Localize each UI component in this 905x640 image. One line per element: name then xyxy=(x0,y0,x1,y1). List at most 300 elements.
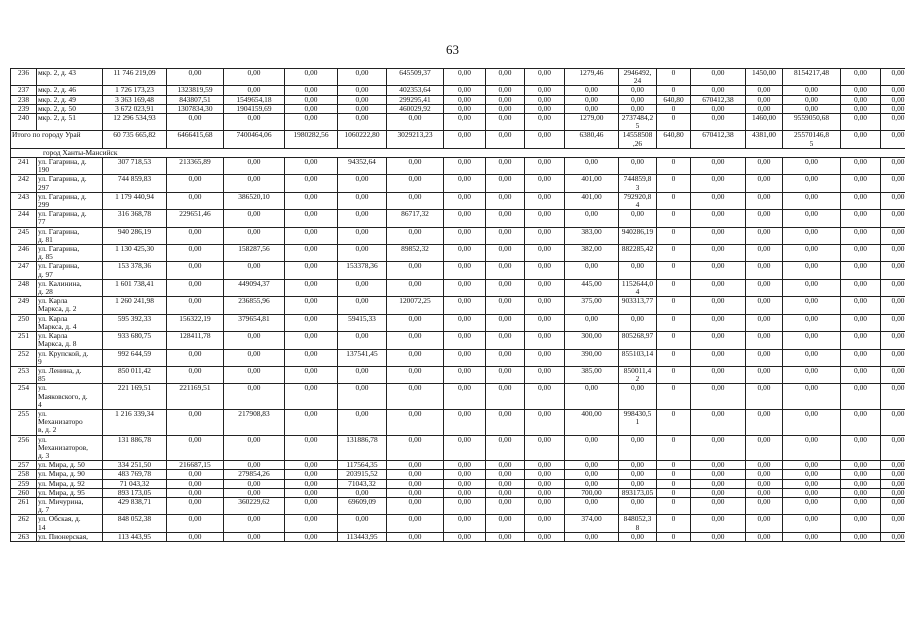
value-cell: 0,00 xyxy=(285,479,338,488)
row-number-cell: 237 xyxy=(11,86,37,95)
value-cell: 3 672 023,91 xyxy=(103,104,167,113)
value-cell: 0,00 xyxy=(338,104,387,113)
value-cell: 0,00 xyxy=(783,158,841,175)
value-cell: 0,00 xyxy=(444,366,486,383)
value-cell: 0 xyxy=(657,409,691,435)
value-cell: 0,00 xyxy=(525,69,565,86)
address-cell: ул. Карла Маркса, д. 4 xyxy=(37,314,103,331)
value-cell: 0,00 xyxy=(881,175,905,192)
value-cell: 117564,35 xyxy=(338,461,387,470)
value-cell: 0,00 xyxy=(444,262,486,279)
value-cell: 0,00 xyxy=(285,488,338,497)
row-number-cell: 261 xyxy=(11,497,37,514)
value-cell: 0,00 xyxy=(525,262,565,279)
value-cell: 334 251,50 xyxy=(103,461,167,470)
value-cell: 0 xyxy=(657,262,691,279)
address-cell: ул. Обская, д. 14 xyxy=(37,515,103,532)
value-cell: 0,00 xyxy=(338,279,387,296)
value-cell: 0,00 xyxy=(444,314,486,331)
value-cell: 0 xyxy=(657,314,691,331)
value-cell: 0,00 xyxy=(841,488,881,497)
value-cell: 0,00 xyxy=(881,69,905,86)
value-cell: 0,00 xyxy=(881,262,905,279)
value-cell: 0,00 xyxy=(224,479,285,488)
address-cell: ул. Мира, д. 92 xyxy=(37,479,103,488)
value-cell: 0,00 xyxy=(881,366,905,383)
value-cell: 670412,38 xyxy=(691,95,746,104)
value-cell: 0,00 xyxy=(841,435,881,461)
value-cell: 0,00 xyxy=(444,497,486,514)
value-cell: 0 xyxy=(657,366,691,383)
page-number: 63 xyxy=(446,42,459,57)
value-cell: 0 xyxy=(657,497,691,514)
value-cell: 0,00 xyxy=(565,314,619,331)
value-cell: 25570146,8 5 xyxy=(783,131,841,148)
value-cell: 0,00 xyxy=(691,435,746,461)
value-cell: 0,00 xyxy=(841,131,881,148)
value-cell: 882285,42 xyxy=(619,245,657,262)
table-row xyxy=(11,515,905,532)
row-number-cell: 246 xyxy=(11,245,37,262)
table-row xyxy=(11,297,905,314)
value-cell: 71043,32 xyxy=(338,479,387,488)
row-number-cell: 255 xyxy=(11,409,37,435)
value-cell: 0,00 xyxy=(881,515,905,532)
value-cell: 0,00 xyxy=(841,366,881,383)
value-cell: 0,00 xyxy=(486,279,525,296)
value-cell: 94352,64 xyxy=(338,158,387,175)
value-cell: 0,00 xyxy=(486,192,525,209)
value-cell: 0,00 xyxy=(285,332,338,349)
value-cell: 0,00 xyxy=(444,227,486,244)
value-cell: 0,00 xyxy=(525,366,565,383)
value-cell: 0,00 xyxy=(881,104,905,113)
value-cell: 0,00 xyxy=(338,69,387,86)
value-cell: 0,00 xyxy=(619,158,657,175)
value-cell: 300,00 xyxy=(565,332,619,349)
value-cell: 0,00 xyxy=(525,479,565,488)
address-cell: ул. Гагарина, д. 190 xyxy=(37,158,103,175)
value-cell: 0,00 xyxy=(525,104,565,113)
value-cell: 3029213,23 xyxy=(387,131,444,148)
value-cell: 0,00 xyxy=(224,69,285,86)
value-cell: 0,00 xyxy=(387,158,444,175)
city-section-row xyxy=(11,148,905,157)
value-cell: 460029,92 xyxy=(387,104,444,113)
value-cell: 131 886,78 xyxy=(103,435,167,461)
value-cell: 0,00 xyxy=(783,409,841,435)
value-cell: 0,00 xyxy=(525,435,565,461)
value-cell: 0,00 xyxy=(167,114,224,131)
address-cell: ул. Мира, д. 95 xyxy=(37,488,103,497)
value-cell: 0,00 xyxy=(285,435,338,461)
value-cell: 0,00 xyxy=(783,279,841,296)
value-cell: 0,00 xyxy=(224,384,285,410)
value-cell: 0,00 xyxy=(338,409,387,435)
value-cell: 1152644,0 4 xyxy=(619,279,657,296)
value-cell: 7400464,06 xyxy=(224,131,285,148)
value-cell: 0,00 xyxy=(841,86,881,95)
value-cell: 59415,33 xyxy=(338,314,387,331)
value-cell: 0,00 xyxy=(783,461,841,470)
value-cell: 382,00 xyxy=(565,245,619,262)
value-cell: 0,00 xyxy=(783,192,841,209)
value-cell: 0,00 xyxy=(691,314,746,331)
row-number-cell: 250 xyxy=(11,314,37,331)
value-cell: 0,00 xyxy=(619,95,657,104)
value-cell: 0,00 xyxy=(841,497,881,514)
total-row xyxy=(11,131,905,148)
value-cell: 0,00 xyxy=(746,104,783,113)
table-row xyxy=(11,175,905,192)
value-cell: 401,00 xyxy=(565,175,619,192)
value-cell: 0,00 xyxy=(525,384,565,410)
row-number-cell: 240 xyxy=(11,114,37,131)
value-cell: 0,00 xyxy=(486,332,525,349)
value-cell: 0,00 xyxy=(285,349,338,366)
value-cell: 0,00 xyxy=(444,488,486,497)
value-cell: 0,00 xyxy=(444,245,486,262)
address-cell: ул. Гагарина, д. 97 xyxy=(37,262,103,279)
value-cell: 0,00 xyxy=(224,210,285,227)
value-cell: 0,00 xyxy=(619,86,657,95)
row-number-cell: 238 xyxy=(11,95,37,104)
value-cell: 0,00 xyxy=(444,279,486,296)
value-cell: 216687,15 xyxy=(167,461,224,470)
row-number-cell: 244 xyxy=(11,210,37,227)
value-cell: 360229,62 xyxy=(224,497,285,514)
value-cell: 0,00 xyxy=(881,332,905,349)
value-cell: 0,00 xyxy=(285,69,338,86)
value-cell: 0,00 xyxy=(783,435,841,461)
value-cell: 153 378,36 xyxy=(103,262,167,279)
value-cell: 0,00 xyxy=(387,409,444,435)
value-cell: 0,00 xyxy=(783,86,841,95)
value-cell: 483 769,78 xyxy=(103,470,167,479)
row-number-cell: 236 xyxy=(11,69,37,86)
value-cell: 0,00 xyxy=(444,69,486,86)
table-row xyxy=(11,192,905,209)
value-cell: 0,00 xyxy=(387,332,444,349)
value-cell: 0,00 xyxy=(783,245,841,262)
value-cell: 0,00 xyxy=(619,461,657,470)
value-cell: 0,00 xyxy=(783,95,841,104)
value-cell: 0,00 xyxy=(783,479,841,488)
value-cell: 0,00 xyxy=(525,95,565,104)
value-cell: 848 052,38 xyxy=(103,515,167,532)
value-cell: 0,00 xyxy=(691,332,746,349)
row-number-cell: 260 xyxy=(11,488,37,497)
value-cell: 0,00 xyxy=(746,435,783,461)
value-cell: 0,00 xyxy=(746,461,783,470)
value-cell: 400,00 xyxy=(565,409,619,435)
value-cell: 0,00 xyxy=(224,262,285,279)
table-row xyxy=(11,158,905,175)
value-cell: 0,00 xyxy=(691,279,746,296)
value-cell: 6380,46 xyxy=(565,131,619,148)
value-cell: 279854,26 xyxy=(224,470,285,479)
value-cell: 0,00 xyxy=(881,497,905,514)
value-cell: 0 xyxy=(657,245,691,262)
value-cell: 0,00 xyxy=(841,479,881,488)
value-cell: 0,00 xyxy=(224,532,285,541)
value-cell: 843807,51 xyxy=(167,95,224,104)
value-cell: 0,00 xyxy=(285,515,338,532)
value-cell: 0,00 xyxy=(338,366,387,383)
value-cell: 0,00 xyxy=(841,245,881,262)
value-cell: 0,00 xyxy=(224,435,285,461)
value-cell: 0,00 xyxy=(746,497,783,514)
value-cell: 0,00 xyxy=(167,262,224,279)
value-cell: 1323819,59 xyxy=(167,86,224,95)
value-cell: 0,00 xyxy=(881,245,905,262)
value-cell: 903313,77 xyxy=(619,297,657,314)
value-cell: 0,00 xyxy=(285,175,338,192)
value-cell: 0,00 xyxy=(619,479,657,488)
value-cell: 0,00 xyxy=(285,532,338,541)
value-cell: 0,00 xyxy=(619,497,657,514)
value-cell: 0,00 xyxy=(881,210,905,227)
value-cell: 0,00 xyxy=(881,349,905,366)
value-cell: 0,00 xyxy=(783,297,841,314)
value-cell: 0,00 xyxy=(783,332,841,349)
address-cell: ул. Пионерская, xyxy=(37,532,103,541)
value-cell: 307 718,53 xyxy=(103,158,167,175)
value-cell: 0,00 xyxy=(444,114,486,131)
value-cell: 429 838,71 xyxy=(103,497,167,514)
value-cell: 0,00 xyxy=(746,245,783,262)
row-number-cell: 239 xyxy=(11,104,37,113)
value-cell: 379654,81 xyxy=(224,314,285,331)
value-cell: 0,00 xyxy=(746,314,783,331)
value-cell: 0,00 xyxy=(691,384,746,410)
row-number-cell: 249 xyxy=(11,297,37,314)
value-cell: 449094,37 xyxy=(224,279,285,296)
table-row xyxy=(11,461,905,470)
value-cell: 0,00 xyxy=(486,349,525,366)
value-cell: 670412,38 xyxy=(691,131,746,148)
value-cell: 0,00 xyxy=(619,470,657,479)
value-cell: 1980282,56 xyxy=(285,131,338,148)
table-row xyxy=(11,532,905,541)
value-cell: 0,00 xyxy=(881,279,905,296)
value-cell: 71 043,32 xyxy=(103,479,167,488)
value-cell: 445,00 xyxy=(565,279,619,296)
value-cell: 9559050,68 xyxy=(783,114,841,131)
value-cell: 0,00 xyxy=(783,366,841,383)
value-cell: 595 392,33 xyxy=(103,314,167,331)
value-cell: 0,00 xyxy=(285,384,338,410)
value-cell: 0 xyxy=(657,210,691,227)
value-cell: 0,00 xyxy=(444,532,486,541)
value-cell: 0,00 xyxy=(285,461,338,470)
value-cell: 1 260 241,98 xyxy=(103,297,167,314)
value-cell: 0,00 xyxy=(841,114,881,131)
value-cell: 0,00 xyxy=(167,192,224,209)
value-cell: 0,00 xyxy=(841,409,881,435)
value-cell: 0,00 xyxy=(486,435,525,461)
value-cell: 0,00 xyxy=(486,131,525,148)
value-cell: 640,80 xyxy=(657,131,691,148)
value-cell: 1279,00 xyxy=(565,114,619,131)
value-cell: 0,00 xyxy=(338,488,387,497)
value-cell: 0,00 xyxy=(691,175,746,192)
row-number-cell: 252 xyxy=(11,349,37,366)
value-cell: 0,00 xyxy=(486,262,525,279)
value-cell: 1904159,69 xyxy=(224,104,285,113)
address-cell: ул. Маяковского, д. 4 xyxy=(37,384,103,410)
city-heading: город Ханты-Мансийск xyxy=(11,148,905,157)
row-number-cell: 254 xyxy=(11,384,37,410)
row-number-cell: 258 xyxy=(11,470,37,479)
value-cell: 0,00 xyxy=(525,227,565,244)
value-cell: 933 680,75 xyxy=(103,332,167,349)
value-cell: 0,00 xyxy=(691,86,746,95)
row-number-cell: 253 xyxy=(11,366,37,383)
address-cell: ул. Карла Маркса, д. 2 xyxy=(37,297,103,314)
value-cell: 0 xyxy=(657,86,691,95)
value-cell: 0,00 xyxy=(841,515,881,532)
value-cell: 0,00 xyxy=(565,435,619,461)
value-cell: 89852,32 xyxy=(387,245,444,262)
value-cell: 0,00 xyxy=(841,69,881,86)
value-cell: 0 xyxy=(657,479,691,488)
value-cell: 0,00 xyxy=(565,86,619,95)
value-cell: 1 179 440,94 xyxy=(103,192,167,209)
value-cell: 0,00 xyxy=(486,69,525,86)
address-cell: ул. Гагарина, д. 299 xyxy=(37,192,103,209)
value-cell: 0,00 xyxy=(691,470,746,479)
value-cell: 0,00 xyxy=(881,461,905,470)
value-cell: 893173,05 xyxy=(619,488,657,497)
value-cell: 0,00 xyxy=(224,158,285,175)
value-cell: 0,00 xyxy=(691,515,746,532)
value-cell: 0,00 xyxy=(841,279,881,296)
value-cell: 401,00 xyxy=(565,192,619,209)
value-cell: 0,00 xyxy=(387,114,444,131)
value-cell: 0,00 xyxy=(285,158,338,175)
table-row xyxy=(11,104,905,113)
value-cell: 14558508 ,26 xyxy=(619,131,657,148)
value-cell: 0,00 xyxy=(387,349,444,366)
value-cell: 0,00 xyxy=(746,175,783,192)
value-cell: 0,00 xyxy=(167,245,224,262)
value-cell: 0,00 xyxy=(285,210,338,227)
value-cell: 0,00 xyxy=(841,175,881,192)
value-cell: 69609,09 xyxy=(338,497,387,514)
value-cell: 0 xyxy=(657,175,691,192)
row-number-cell: 243 xyxy=(11,192,37,209)
value-cell: 0,00 xyxy=(565,497,619,514)
value-cell: 0,00 xyxy=(841,95,881,104)
value-cell: 0 xyxy=(657,470,691,479)
value-cell: 0,00 xyxy=(338,95,387,104)
value-cell: 0,00 xyxy=(841,262,881,279)
value-cell: 0,00 xyxy=(338,210,387,227)
value-cell: 0,00 xyxy=(841,349,881,366)
row-number-cell: 256 xyxy=(11,435,37,461)
value-cell: 0,00 xyxy=(525,158,565,175)
value-cell: 0,00 xyxy=(619,262,657,279)
value-cell: 0,00 xyxy=(746,409,783,435)
value-cell: 1 130 425,30 xyxy=(103,245,167,262)
value-cell: 0,00 xyxy=(387,461,444,470)
value-cell: 0,00 xyxy=(881,95,905,104)
value-cell: 0,00 xyxy=(486,314,525,331)
value-cell: 0,00 xyxy=(486,245,525,262)
value-cell: 153378,36 xyxy=(338,262,387,279)
table-row xyxy=(11,435,905,461)
value-cell: 0,00 xyxy=(285,366,338,383)
value-cell: 0,00 xyxy=(224,332,285,349)
value-cell: 0,00 xyxy=(783,488,841,497)
row-number-cell: 245 xyxy=(11,227,37,244)
value-cell: 113 443,95 xyxy=(103,532,167,541)
value-cell: 383,00 xyxy=(565,227,619,244)
value-cell: 0,00 xyxy=(486,104,525,113)
table-row xyxy=(11,245,905,262)
address-cell: мкр. 2, д. 51 xyxy=(37,114,103,131)
table-row xyxy=(11,488,905,497)
value-cell: 0 xyxy=(657,515,691,532)
value-cell: 0,00 xyxy=(841,532,881,541)
value-cell: 0,00 xyxy=(444,131,486,148)
value-cell: 0,00 xyxy=(565,384,619,410)
value-cell: 0,00 xyxy=(565,262,619,279)
value-cell: 0,00 xyxy=(285,470,338,479)
value-cell: 0,00 xyxy=(881,532,905,541)
value-cell: 0,00 xyxy=(525,245,565,262)
value-cell: 805268,97 xyxy=(619,332,657,349)
value-cell: 0,00 xyxy=(167,349,224,366)
value-cell: 0,00 xyxy=(746,86,783,95)
address-cell: ул. Гагарина, д. 81 xyxy=(37,227,103,244)
value-cell: 0,00 xyxy=(565,479,619,488)
value-cell: 940286,19 xyxy=(619,227,657,244)
value-cell: 0,00 xyxy=(285,227,338,244)
row-number-cell: 259 xyxy=(11,479,37,488)
value-cell: 0,00 xyxy=(486,532,525,541)
value-cell: 0,00 xyxy=(285,104,338,113)
value-cell: 221 169,51 xyxy=(103,384,167,410)
value-cell: 0,00 xyxy=(565,95,619,104)
value-cell: 0,00 xyxy=(338,86,387,95)
value-cell: 0,00 xyxy=(691,227,746,244)
value-cell: 0,00 xyxy=(167,532,224,541)
address-cell: мкр. 2, д. 43 xyxy=(37,69,103,86)
value-cell: 848052,3 8 xyxy=(619,515,657,532)
value-cell: 0,00 xyxy=(387,262,444,279)
value-cell: 0,00 xyxy=(387,175,444,192)
table-row xyxy=(11,314,905,331)
value-cell: 0,00 xyxy=(783,384,841,410)
value-cell: 0,00 xyxy=(486,210,525,227)
value-cell: 0,00 xyxy=(565,532,619,541)
table-row xyxy=(11,262,905,279)
value-cell: 0,00 xyxy=(338,332,387,349)
value-cell: 299295,41 xyxy=(387,95,444,104)
value-cell: 1450,00 xyxy=(746,69,783,86)
value-cell: 0,00 xyxy=(783,262,841,279)
value-cell: 4381,00 xyxy=(746,131,783,148)
value-cell: 0,00 xyxy=(881,297,905,314)
value-cell: 0,00 xyxy=(746,366,783,383)
value-cell: 0,00 xyxy=(783,532,841,541)
value-cell: 0,00 xyxy=(783,175,841,192)
value-cell: 3 363 169,48 xyxy=(103,95,167,104)
table-row xyxy=(11,279,905,296)
value-cell: 0,00 xyxy=(525,192,565,209)
